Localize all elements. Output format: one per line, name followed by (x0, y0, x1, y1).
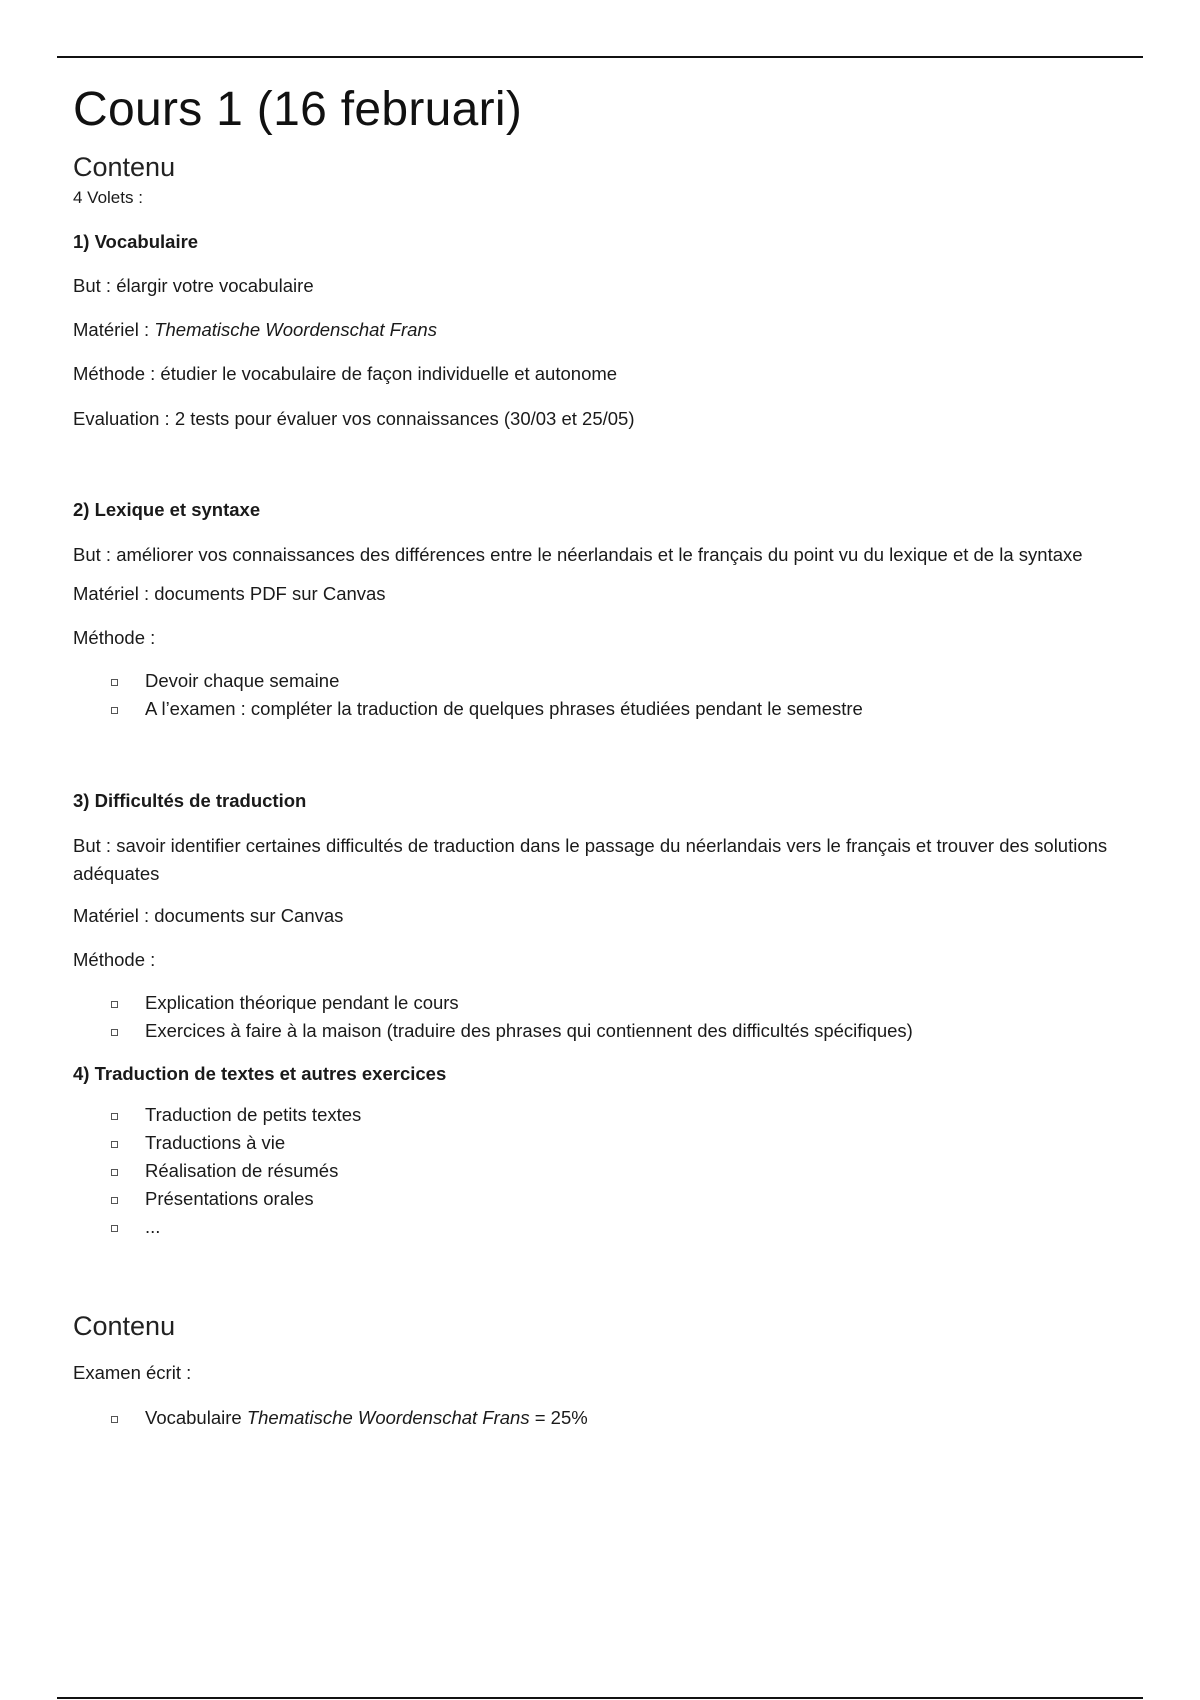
list-item: A l’examen : compléter la traduction de quelques phrases étudiées pendant le semestre (73, 695, 1133, 723)
item-title: Thematische Woordenschat Frans (246, 1407, 530, 1428)
list-item: Traductions à vie (73, 1129, 1133, 1157)
page-title: Cours 1 (16 februari) (73, 83, 523, 136)
vocab-materiel-label: Matériel : (73, 319, 155, 340)
lexique-but: But : améliorer vos connaissances des différences entre le néerlandais et le français du point vu du lexique et de la syntaxe (73, 544, 1083, 565)
list-item: ... (73, 1213, 1133, 1241)
top-rule (57, 56, 1143, 58)
examen-ecrit: Examen écrit : (73, 1362, 192, 1383)
vocab-materiel (73, 317, 1133, 343)
traduction-list (73, 1101, 1133, 1241)
item-suffix: = 25% (529, 1407, 588, 1428)
list-item: Traduction de petits textes (73, 1101, 1133, 1129)
contenu2-list (73, 1404, 1133, 1432)
lexique-methode: Méthode : (73, 627, 156, 648)
bottom-rule (57, 1697, 1143, 1699)
item-prefix: Vocabulaire (145, 1407, 247, 1428)
vocab-evaluation: Evaluation : 2 tests pour évaluer vos connaissances (30/03 et 25/05) (73, 408, 635, 429)
document-page (73, 74, 1133, 1432)
vocab-but: But : élargir votre vocabulaire (73, 275, 314, 296)
contenu-heading: Contenu (73, 152, 176, 182)
contenu2-heading: Contenu (73, 1311, 176, 1341)
lexique-materiel: Matériel : documents PDF sur Canvas (73, 583, 386, 604)
difficultes-methode: Méthode : (73, 949, 156, 970)
vocab-heading: 1) Vocabulaire (73, 231, 199, 252)
vocab-methode: Méthode : étudier le vocabulaire de façon individuelle et autonome (73, 363, 618, 384)
vocab-materiel-title: Thematische Woordenschat Frans (154, 319, 437, 340)
list-item: Devoir chaque semaine (73, 667, 1133, 695)
difficultes-materiel: Matériel : documents sur Canvas (73, 905, 344, 926)
lexique-heading: 2) Lexique et syntaxe (73, 499, 261, 520)
volets-intro: 4 Volets : (73, 188, 143, 207)
difficultes-list (73, 989, 1133, 1045)
list-item (73, 1404, 1133, 1432)
list-item: Exercices à faire à la maison (traduire des phrases qui contiennent des difficultés spécifiques) (73, 1017, 1133, 1045)
lexique-list (73, 667, 1133, 723)
list-item: Explication théorique pendant le cours (73, 989, 1133, 1017)
list-item: Présentations orales (73, 1185, 1133, 1213)
difficultes-heading: 3) Difficultés de traduction (73, 790, 307, 811)
traduction-heading: 4) Traduction de textes et autres exercices (73, 1063, 447, 1084)
list-item: Réalisation de résumés (73, 1157, 1133, 1185)
difficultes-but: But : savoir identifier certaines difficultés de traduction dans le passage du néerlandais vers le français et trouver des solutions adéquates (73, 835, 1108, 884)
